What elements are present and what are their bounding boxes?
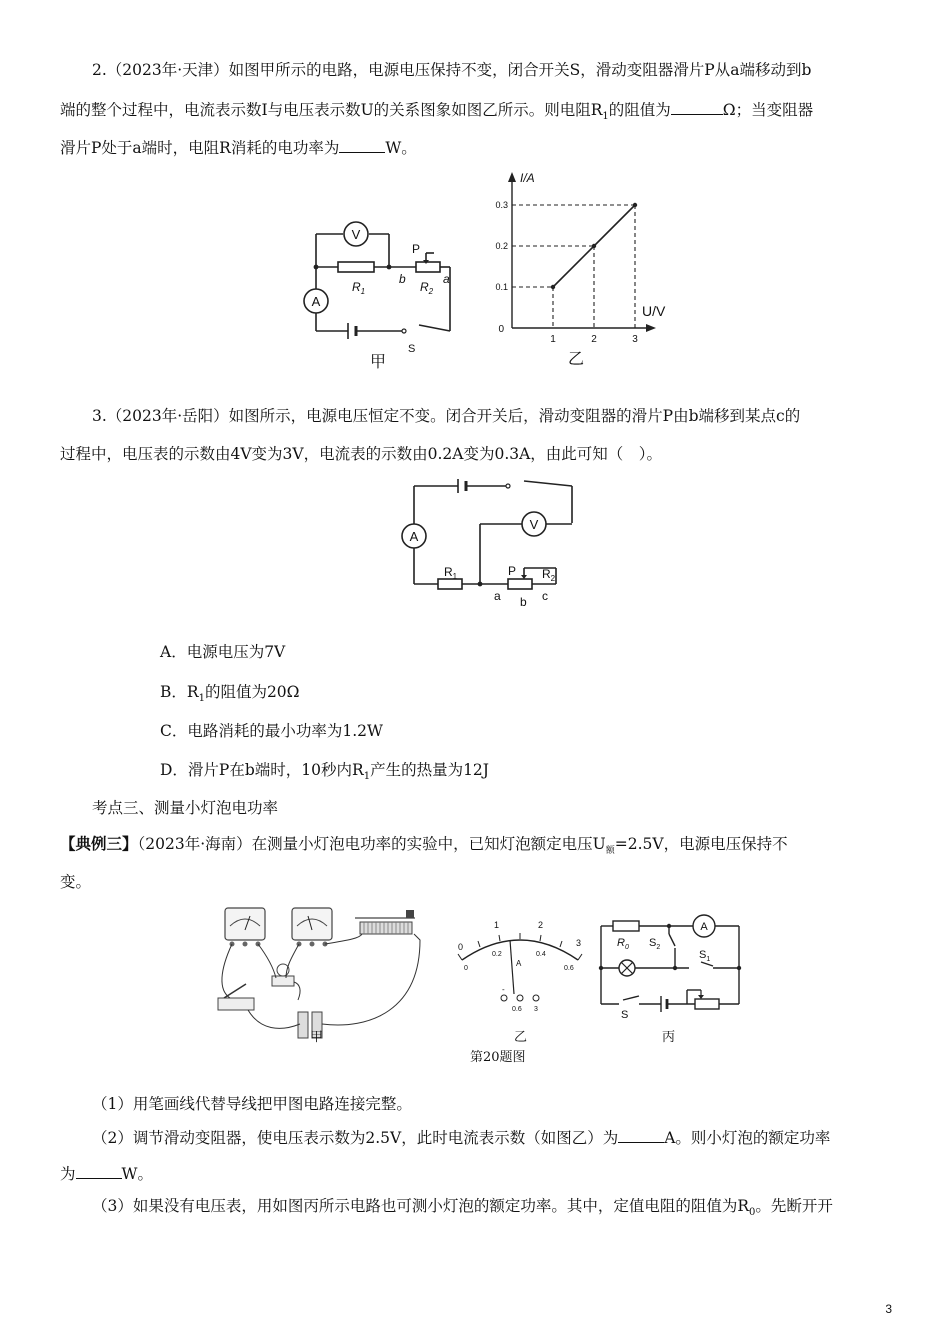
data-point-0 — [551, 285, 555, 289]
scale-bottom-1: 0.2 — [492, 951, 502, 958]
ex3-q2-line1: （2）调节滑动变阻器，使电压表示数为2.5V，此时电流表示数（如图乙）为 A。则小灯泡的额定功率 — [92, 1126, 830, 1148]
s1-label: $S_1$ — [699, 949, 711, 963]
q3-line1: 3.（2023年·岳阳）如图所示，电源电压恒定不变。闭合开关后，滑动变阻器的滑片P由b端移到某点c的 — [92, 407, 801, 425]
a-label: a — [443, 272, 450, 286]
x-tick-1: 2 — [591, 334, 597, 345]
y-tick-2: 0.3 — [495, 200, 508, 210]
s-label: S — [408, 343, 416, 355]
scale-bottom-2: 0.4 — [536, 951, 546, 958]
bing-ammeter-label: A — [700, 921, 708, 933]
b-q3-label: b — [520, 595, 527, 609]
rheostat-r2-q3 — [508, 579, 532, 589]
r1-q3-label: $R_1$ — [444, 565, 458, 581]
option-b[interactable]: B．$R_1$的阻值为20Ω — [160, 683, 300, 705]
ex3-fig-jia-label: 甲 — [310, 1030, 324, 1045]
x-tick-2: 3 — [632, 334, 638, 345]
ammeter-dial-arc — [462, 940, 578, 960]
bing-rheostat — [695, 999, 719, 1009]
p-q3-label: P — [508, 564, 517, 578]
answer-blank-power[interactable] — [339, 136, 385, 153]
resistor-r1 — [338, 262, 374, 272]
fig-yi-label: 乙 — [568, 351, 585, 368]
figure-caption: 第20题图 — [470, 1050, 526, 1065]
voltmeter-q3-label: V — [529, 517, 539, 532]
figure-yi-graph — [490, 168, 680, 368]
q2-line1: 2.（2023年·天津）如图甲所示的电路，电源电压保持不变，闭合开关S，滑动变阻器滑片P从a端移动到b — [92, 61, 812, 79]
figure-jia-circuit — [298, 205, 478, 375]
scale-bottom-3: 0.6 — [564, 965, 574, 972]
x-tick-0: 1 — [550, 334, 556, 345]
scale-top-1: 1 — [494, 920, 500, 930]
ammeter-needle — [510, 940, 514, 994]
scale-bottom-0: 0 — [464, 965, 468, 972]
scale-top-2: 2 — [538, 920, 544, 930]
x-axis-label: U/V — [642, 303, 666, 319]
ex3-figure-bing-circuit — [595, 910, 745, 1020]
answer-blank-rated-power[interactable] — [76, 1162, 122, 1179]
terminal-3: 3 — [534, 1006, 538, 1013]
option-d[interactable]: D．滑片P在b端时，10秒内$R_1$产生的热量为12J — [160, 761, 489, 783]
origin-label: 0 — [498, 324, 504, 335]
q3-line2: 过程中，电压表的示数由4V变为3V，电流表的示数由0.2A变为0.3A，由此可知（ ）。 — [60, 445, 663, 463]
s-label-bing: S — [621, 1009, 629, 1021]
scale-top-0: 0 — [458, 942, 464, 952]
s2-label: $S_2$ — [649, 937, 661, 951]
ex3-fig-bing-label: 丙 — [662, 1030, 676, 1045]
rheostat-r2 — [416, 262, 440, 272]
ammeter-q3-label: A — [409, 529, 419, 544]
data-point-1 — [592, 244, 596, 248]
figure-q3-circuit — [396, 478, 586, 608]
section-heading: 考点三、测量小灯泡电功率 — [92, 799, 279, 817]
r2-q3-label: $R_2$ — [542, 567, 556, 583]
y-axis-label: I/A — [520, 171, 535, 185]
ex3-fig-yi-label: 乙 — [514, 1030, 528, 1045]
ex3-q1: （1）用笔画线代替导线把甲图电路连接完整。 — [92, 1095, 412, 1113]
answer-blank-current[interactable] — [618, 1126, 664, 1143]
b-label: b — [399, 272, 406, 286]
resistor-r1-q3 — [438, 579, 462, 589]
data-point-2 — [633, 203, 637, 207]
c-q3-label: c — [542, 589, 548, 603]
answer-blank-r1[interactable] — [671, 98, 723, 115]
ex3-figure-yi-ammeter — [450, 914, 590, 1024]
terminal-neg: - — [502, 985, 505, 994]
r2-label: $R_2$ — [420, 280, 434, 296]
voltmeter-label: V — [351, 227, 361, 242]
y-tick-0: 0.1 — [495, 282, 508, 292]
option-c[interactable]: C．电路消耗的最小功率为1.2W — [160, 722, 383, 740]
ex3-q2-line2: 为 W。 — [60, 1162, 153, 1184]
q2-line3: 滑片P处于a端时，电阻R消耗的电功率为 W。 — [60, 136, 417, 158]
r0-resistor — [613, 921, 639, 931]
ex3-line1: 【典例三】（2023年·海南）在测量小灯泡电功率的实验中，已知灯泡额定电压$U_额=2.5V$，电源电压保持不 — [60, 834, 788, 857]
a-q3-label: a — [494, 589, 501, 603]
page-number: 3 — [885, 1302, 892, 1316]
fig-jia-label: 甲 — [370, 354, 387, 371]
r1-label: $R_1$ — [352, 280, 366, 296]
ammeter-label: A — [311, 294, 321, 309]
y-tick-1: 0.2 — [495, 241, 508, 251]
ex3-q3: （3）如果没有电压表，用如图丙所示电路也可测小灯泡的额定功率。其中，定值电阻的阻值为$R_0$。先断开开 — [92, 1197, 833, 1219]
scale-top-3: 3 — [576, 938, 582, 948]
r0-label: $R_0$ — [617, 937, 629, 951]
option-a[interactable]: A．电源电压为7V — [160, 643, 286, 661]
ammeter-unit: A — [516, 959, 522, 968]
p-label: P — [412, 242, 421, 256]
q2-line2: 端的整个过程中，电流表示数I与电压表示数U的关系图象如图乙所示。则电阻$R_1$的阻值为 Ω；当变阻器 — [60, 98, 813, 127]
ex3-line2: 变。 — [60, 873, 92, 891]
terminal-0-6: 0.6 — [512, 1006, 522, 1013]
